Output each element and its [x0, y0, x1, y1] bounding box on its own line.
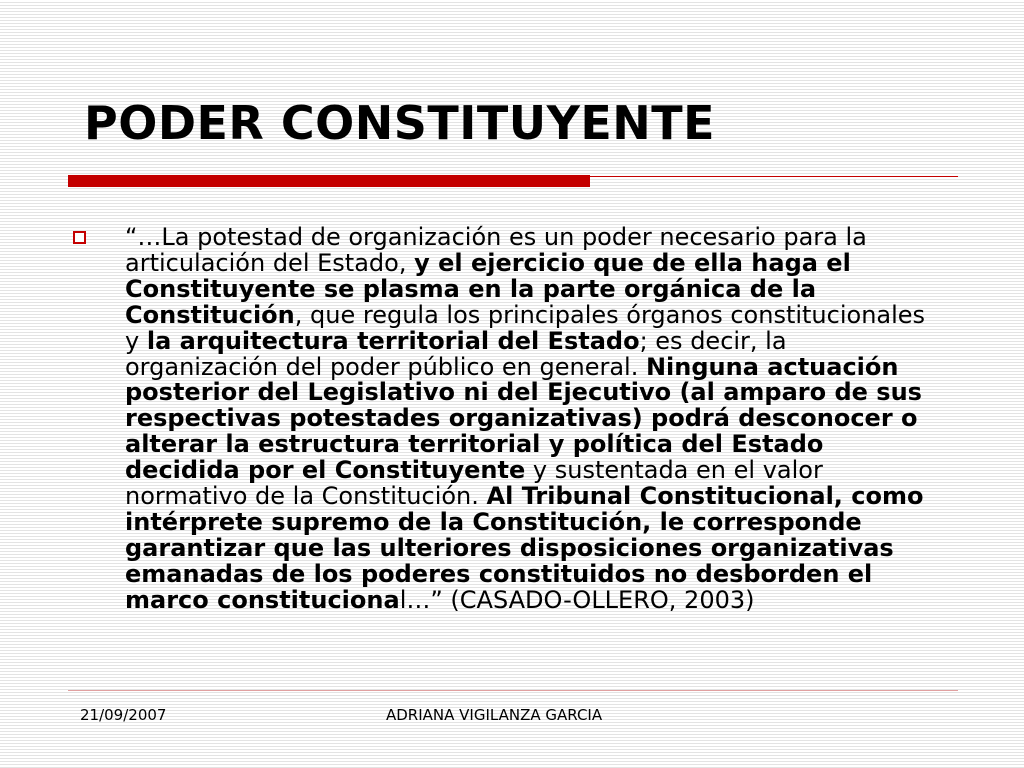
quote-segment: “…La potestad de organización es un poder necesario para la articulación del Estado,: [125, 223, 867, 277]
quote-segment: l…” (CASADO-OLLERO, 2003): [399, 585, 755, 614]
slide-title: PODER CONSTITUYENTE: [84, 96, 716, 150]
footer-divider: [68, 690, 958, 691]
quote-segment: , que regula los principales órganos constitucionales y: [125, 300, 926, 355]
footer-author: ADRIANA VIGILANZA GARCIA: [386, 706, 603, 724]
quote-segment-bold: Ninguna actuación posterior del Legislativo ni del Ejecutivo (al amparo de sus respectivas potestades organizativas) podrá desconocer o alterar la estructura territorial y política del Estado decidida por el Constituyente: [125, 352, 922, 485]
footer-date: 21/09/2007: [80, 706, 167, 724]
quote-segment-bold: Al Tribunal Constitucional, como intérprete supremo de la Constitución, le corresponde garantizar que las ulteriores disposiciones organizativas emanadas de los poderes constituidos no desborden el marco constituciona: [125, 482, 924, 614]
square-bullet-icon: [73, 231, 86, 244]
quote-segment: y sustentada en el valor normativo de la Constitución.: [125, 456, 823, 511]
quote-segment-bold: y el ejercicio que de ella haga el Constituyente se plasma en la parte orgánica de la Constitución: [125, 248, 851, 329]
title-underline-line: [590, 176, 958, 177]
quote-segment: ; es decir, la organización del poder público en general.: [125, 326, 787, 381]
title-underline-bar: [68, 175, 590, 187]
quote-paragraph: [125, 225, 945, 614]
quote-segment-bold: la arquitectura territorial del Estado: [146, 326, 640, 355]
